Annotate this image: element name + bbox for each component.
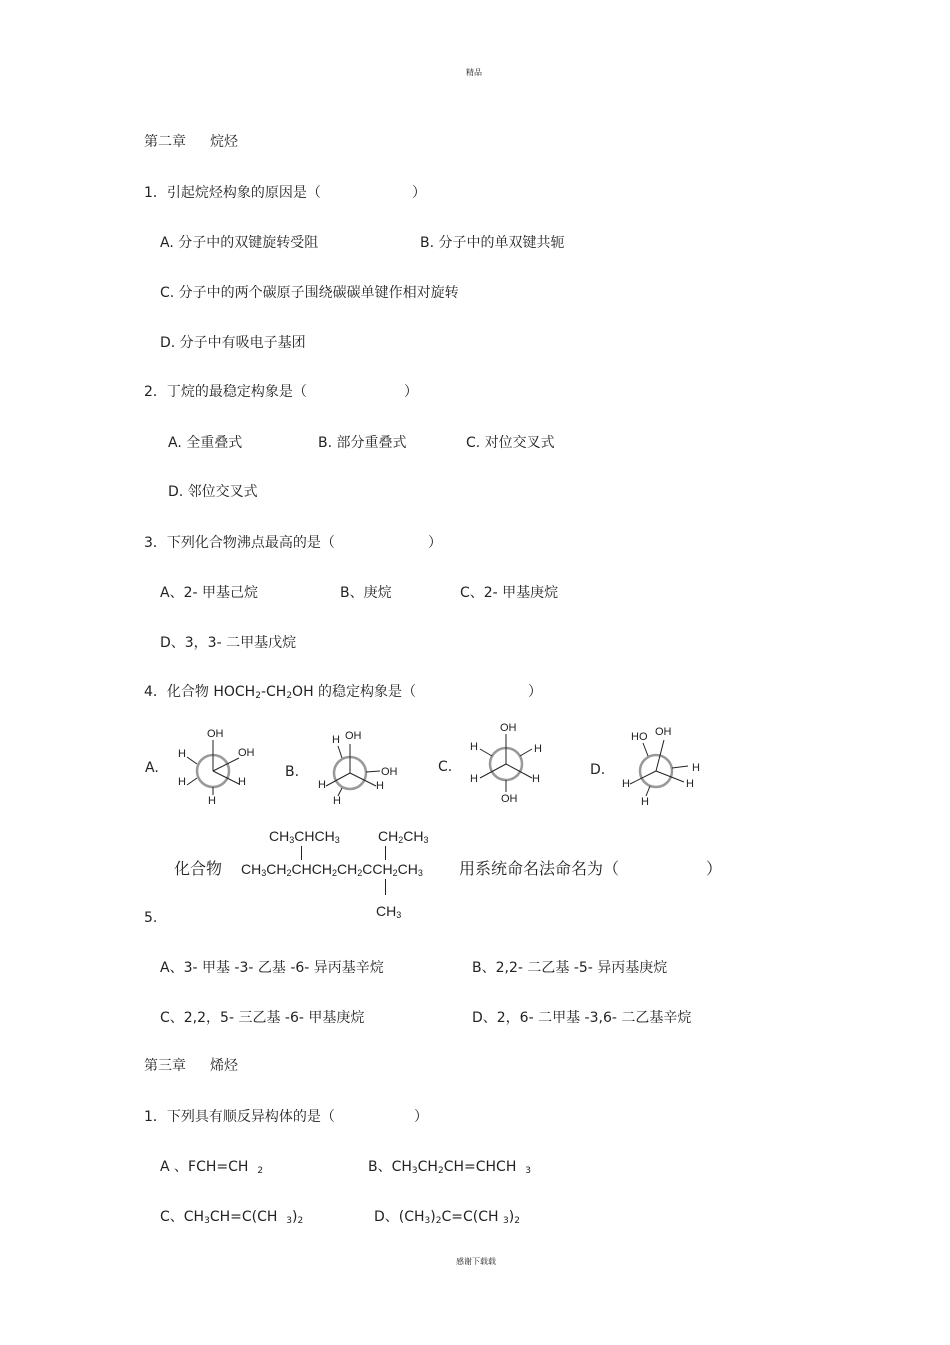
ch3-q1-option-b: B、$CH_3CH_2CH=CHCH$ $_3$ — [368, 1159, 531, 1176]
q1-option-d: D. 分子中有吸电子基团 — [160, 335, 306, 351]
atom-h: H — [692, 762, 700, 774]
page-footer: 感谢下载载 — [456, 1257, 496, 1266]
ch3-q1-option-d: D、$(CH_3)_2C=C(CH$ $_3)_2$ — [374, 1209, 520, 1226]
page-header: 精品 — [466, 68, 482, 77]
q5-tail: 用系统命名法命名为（ — [459, 859, 620, 878]
atom-h: H — [208, 795, 216, 807]
atom-h: H — [686, 778, 694, 790]
atom-oh: OH — [345, 730, 362, 742]
chapter3-title: 烯烃 — [210, 1058, 238, 1074]
atom-h: H — [532, 773, 540, 785]
atom-oh: OH — [238, 747, 255, 759]
atom-h: H — [178, 776, 186, 788]
atom-h: H — [333, 795, 341, 807]
q4-label-c: C. — [438, 759, 453, 775]
atom-h: H — [332, 734, 340, 746]
atom-h: H — [178, 748, 186, 760]
q3-option-d: D、3，3- 二甲基戊烷 — [160, 635, 297, 651]
atom-h: H — [470, 773, 478, 785]
chapter2-number: 第二章 — [144, 134, 186, 150]
atom-ho: HO — [631, 731, 648, 743]
q2-stem: 2．丁烷的最稳定构象是（ — [144, 384, 307, 400]
ch3-q1-option-c: C、$CH_3CH=C(CH$ $_3)_2$ — [160, 1209, 304, 1226]
atom-h: H — [622, 778, 630, 790]
atom-h: H — [376, 780, 384, 792]
q2-option-c: C. 对位交叉式 — [466, 435, 555, 451]
atom-oh: OH — [207, 728, 224, 740]
chapter3-number: 第三章 — [144, 1058, 186, 1074]
ch3-q1-close: ） — [414, 1109, 428, 1125]
q5-option-d: D、2，6- 二甲基 -3,6- 二乙基辛烷 — [472, 1010, 692, 1026]
q4-label-b: B. — [285, 764, 300, 780]
q3-close: ） — [428, 535, 442, 551]
q5-close: ） — [706, 859, 723, 878]
q3-option-a: A、2- 甲基己烷 — [160, 585, 258, 601]
q3-option-b: B、庚烷 — [340, 585, 392, 601]
atom-h: H — [641, 796, 649, 808]
ch3-q1-option-a: A 、FCH=CH $_2$ — [160, 1159, 264, 1176]
atom-oh: OH — [655, 726, 672, 738]
q1-option-a: A. 分子中的双键旋转受阻 — [160, 235, 319, 251]
ch3-q1-stem: 1．下列具有顺反异构体的是（ — [144, 1109, 335, 1125]
chapter2-title: 烷烃 — [210, 134, 238, 150]
atom-h: H — [470, 741, 478, 753]
q5-number: 5. — [144, 910, 158, 926]
bond-line — [301, 846, 302, 860]
atom-h: H — [238, 776, 246, 788]
bond-line — [385, 879, 386, 895]
q2-close: ） — [404, 384, 418, 400]
q2-option-a: A. 全重叠式 — [168, 435, 243, 451]
atom-oh: OH — [381, 766, 398, 778]
atom-oh: OH — [501, 793, 518, 805]
q1-close: ） — [412, 185, 426, 201]
q1-option-c: C. 分子中的两个碳原子围绕碳碳单键作相对旋转 — [160, 285, 459, 301]
atom-oh: OH — [500, 722, 517, 734]
bond-line — [385, 846, 386, 860]
q3-option-c: C、2- 甲基庚烷 — [460, 585, 559, 601]
q5-option-c: C、2,2，5- 三乙基 -6- 甲基庚烷 — [160, 1010, 365, 1026]
q5-lead: 化合物 — [174, 859, 223, 878]
q1-stem: 1．引起烷烃构象的原因是（ — [144, 185, 321, 201]
q5-option-a: A、3- 甲基 -3- 乙基 -6- 异丙基辛烷 — [160, 960, 384, 976]
q3-stem: 3．下列化合物沸点最高的是（ — [144, 535, 335, 551]
q4-close: ） — [528, 684, 542, 700]
q2-option-d: D. 邻位交叉式 — [168, 484, 258, 500]
q4-stem: 4．化合物 $HOCH_2-CH_2OH$ 的稳定构象是（ — [144, 684, 417, 701]
q4-label-a: A. — [145, 760, 159, 776]
q2-option-b: B. 部分重叠式 — [318, 435, 407, 451]
q5-main-chain: $CH_3CH_2CHCH_2CH_2CCH_2CH_3$ — [241, 861, 423, 878]
q5-option-b: B、2,2- 二乙基 -5- 异丙基庚烷 — [472, 960, 668, 976]
atom-h: H — [534, 743, 542, 755]
q5-top-branch-1: $CH_3CHCH_3$ — [269, 828, 340, 845]
q1-option-b: B. 分子中的单双键共轭 — [420, 235, 565, 251]
q5-bottom-branch: $CH_3$ — [376, 903, 402, 920]
q5-top-branch-2: $CH_2CH_3$ — [378, 828, 429, 845]
q4-label-d: D. — [590, 762, 606, 778]
atom-h: H — [318, 779, 326, 791]
